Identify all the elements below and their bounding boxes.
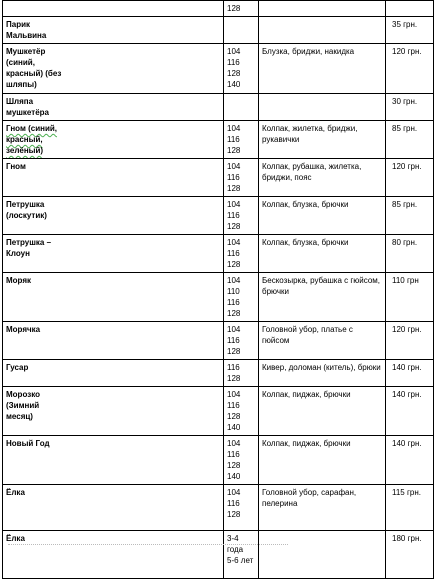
- table-row: [3, 485, 434, 531]
- costume-name: [3, 273, 224, 322]
- costume-name: [3, 360, 224, 387]
- size-value: 128: [227, 461, 241, 470]
- costume-name-text: Гном: [6, 162, 26, 171]
- table-row: [3, 1, 434, 17]
- costume-items: Бескозырка, рубашка с гюйсом, брючки: [259, 273, 386, 322]
- sizes-cell: [224, 436, 259, 485]
- costume-name-text: Гном (синий, красный, зелёный): [6, 124, 58, 155]
- costume-items: [259, 94, 386, 121]
- size-value: 104: [227, 47, 241, 56]
- price-cell: 110 грн: [386, 273, 434, 322]
- costume-name-text: Петрушка (лоскутик): [6, 200, 47, 220]
- size-value: 116: [227, 135, 240, 144]
- sizes-cell: [224, 322, 259, 360]
- sizes-cell: [224, 159, 259, 197]
- price-cell: 140 грн.: [386, 436, 434, 485]
- size-value: 104: [227, 276, 241, 285]
- costume-name-text: Ёлка: [6, 488, 25, 497]
- size-value: 128: [227, 510, 241, 519]
- price-cell: 140 грн.: [386, 387, 434, 436]
- price-cell: 140 грн.: [386, 360, 434, 387]
- size-value: 5-6 лет: [227, 556, 254, 565]
- price-cell: 80 грн.: [386, 235, 434, 273]
- size-value: 128: [227, 374, 241, 383]
- costume-items: Колпак, блузка, брючки: [259, 197, 386, 235]
- sizes-cell: [224, 197, 259, 235]
- price-cell: 120 грн.: [386, 44, 434, 94]
- costume-name-text: Ёлка: [6, 534, 25, 543]
- size-value: 116: [227, 336, 240, 345]
- price-cell: 30 грн.: [386, 94, 434, 121]
- table-row: [3, 360, 434, 387]
- sizes-cell: [224, 235, 259, 273]
- table-row: [3, 235, 434, 273]
- table-row: [3, 94, 434, 121]
- costume-name: [3, 485, 224, 531]
- price-cell: 120 грн.: [386, 159, 434, 197]
- sizes-cell: [224, 44, 259, 94]
- price-table-body: [3, 1, 434, 579]
- sizes-cell: [224, 121, 259, 159]
- size-value: 116: [227, 211, 240, 220]
- price-cell: 85 грн.: [386, 197, 434, 235]
- size-value: 104: [227, 200, 241, 209]
- price-cell: [386, 1, 434, 17]
- price-table: [2, 0, 434, 579]
- table-row: [3, 436, 434, 485]
- costume-items: Колпак, блузка, брючки: [259, 235, 386, 273]
- costume-name: [3, 94, 224, 121]
- sizes-cell: [224, 360, 259, 387]
- size-value: 116: [227, 298, 240, 307]
- costume-name-text: Гусар: [6, 363, 29, 372]
- table-row: [3, 273, 434, 322]
- size-value: 140: [227, 472, 241, 481]
- costume-items: Колпак, пиджак, брючки: [259, 387, 386, 436]
- table-row: [3, 322, 434, 360]
- size-value: 140: [227, 423, 241, 432]
- costume-name-text: Новый Год: [6, 439, 50, 448]
- costume-name-text: Моряк: [6, 276, 32, 285]
- costume-items: Колпак, жилетка, бриджи, рукавички: [259, 121, 386, 159]
- size-value: 128: [227, 4, 241, 13]
- costume-name: [3, 436, 224, 485]
- costume-items: [259, 531, 386, 579]
- costume-name-text: Шляпа мушкетёра: [6, 97, 49, 117]
- sizes-cell: [224, 387, 259, 436]
- costume-items: Головной убор, сарафан, пелерина: [259, 485, 386, 531]
- costume-name: [3, 235, 224, 273]
- size-value: 104: [227, 162, 241, 171]
- costume-name: [3, 531, 224, 579]
- table-row: [3, 121, 434, 159]
- price-cell: 120 грн.: [386, 322, 434, 360]
- costume-items: Колпак, пиджак, брючки: [259, 436, 386, 485]
- size-value: 128: [227, 309, 241, 318]
- size-value: 128: [227, 412, 241, 421]
- costume-name: [3, 322, 224, 360]
- costume-name-text: Морозко (Зимний месяц): [6, 390, 40, 421]
- costume-items: [259, 17, 386, 44]
- size-value: 140: [227, 80, 241, 89]
- size-value: 116: [227, 401, 240, 410]
- size-value: 116: [227, 173, 240, 182]
- costume-items: Колпак, рубашка, жилетка, бриджи, пояс: [259, 159, 386, 197]
- costume-items: [259, 1, 386, 17]
- costume-name-text: Петрушка – Клоун: [6, 238, 52, 258]
- costume-name: [3, 1, 224, 17]
- costume-name: [3, 159, 224, 197]
- size-value: 116: [227, 249, 240, 258]
- table-row: [3, 387, 434, 436]
- table-row: [3, 531, 434, 579]
- size-value: 128: [227, 69, 241, 78]
- size-value: 3-4 года: [227, 534, 244, 554]
- costume-name: [3, 17, 224, 44]
- costume-name: [3, 44, 224, 94]
- size-value: 110: [227, 287, 240, 296]
- costume-name: [3, 197, 224, 235]
- size-value: 104: [227, 439, 241, 448]
- footer-line: [8, 544, 288, 549]
- costume-items: Кивер, доломан (китель), брюки: [259, 360, 386, 387]
- costume-items: Головной убор, платье с гюйсом: [259, 322, 386, 360]
- table-row: [3, 44, 434, 94]
- sizes-cell: [224, 17, 259, 44]
- costume-items: Блузка, бриджи, накидка: [259, 44, 386, 94]
- size-value: 104: [227, 488, 241, 497]
- table-row: [3, 159, 434, 197]
- size-value: 128: [227, 347, 241, 356]
- price-cell: 180 грн.: [386, 531, 434, 579]
- size-value: 128: [227, 222, 241, 231]
- size-value: 116: [227, 58, 240, 67]
- size-value: 104: [227, 124, 241, 133]
- price-cell: 115 грн.: [386, 485, 434, 531]
- size-value: 116: [227, 363, 240, 372]
- table-row: [3, 197, 434, 235]
- size-value: 116: [227, 450, 240, 459]
- size-value: 116: [227, 499, 240, 508]
- sizes-cell: [224, 273, 259, 322]
- size-value: 104: [227, 325, 241, 334]
- costume-name-text: Мушкетёр (синий, красный) (без шляпы): [6, 47, 62, 89]
- costume-name: [3, 121, 224, 159]
- costume-name-text: Парик Мальвина: [6, 20, 47, 40]
- sizes-cell: [224, 94, 259, 121]
- size-value: 128: [227, 146, 241, 155]
- sizes-cell: [224, 1, 259, 17]
- sizes-cell: [224, 531, 259, 579]
- size-value: 128: [227, 260, 241, 269]
- size-value: 104: [227, 238, 241, 247]
- costume-name: [3, 387, 224, 436]
- size-value: 128: [227, 184, 241, 193]
- size-value: 104: [227, 390, 241, 399]
- table-row: [3, 17, 434, 44]
- price-cell: 35 грн.: [386, 17, 434, 44]
- sizes-cell: [224, 485, 259, 531]
- price-cell: 85 грн.: [386, 121, 434, 159]
- costume-name-text: Морячка: [6, 325, 41, 334]
